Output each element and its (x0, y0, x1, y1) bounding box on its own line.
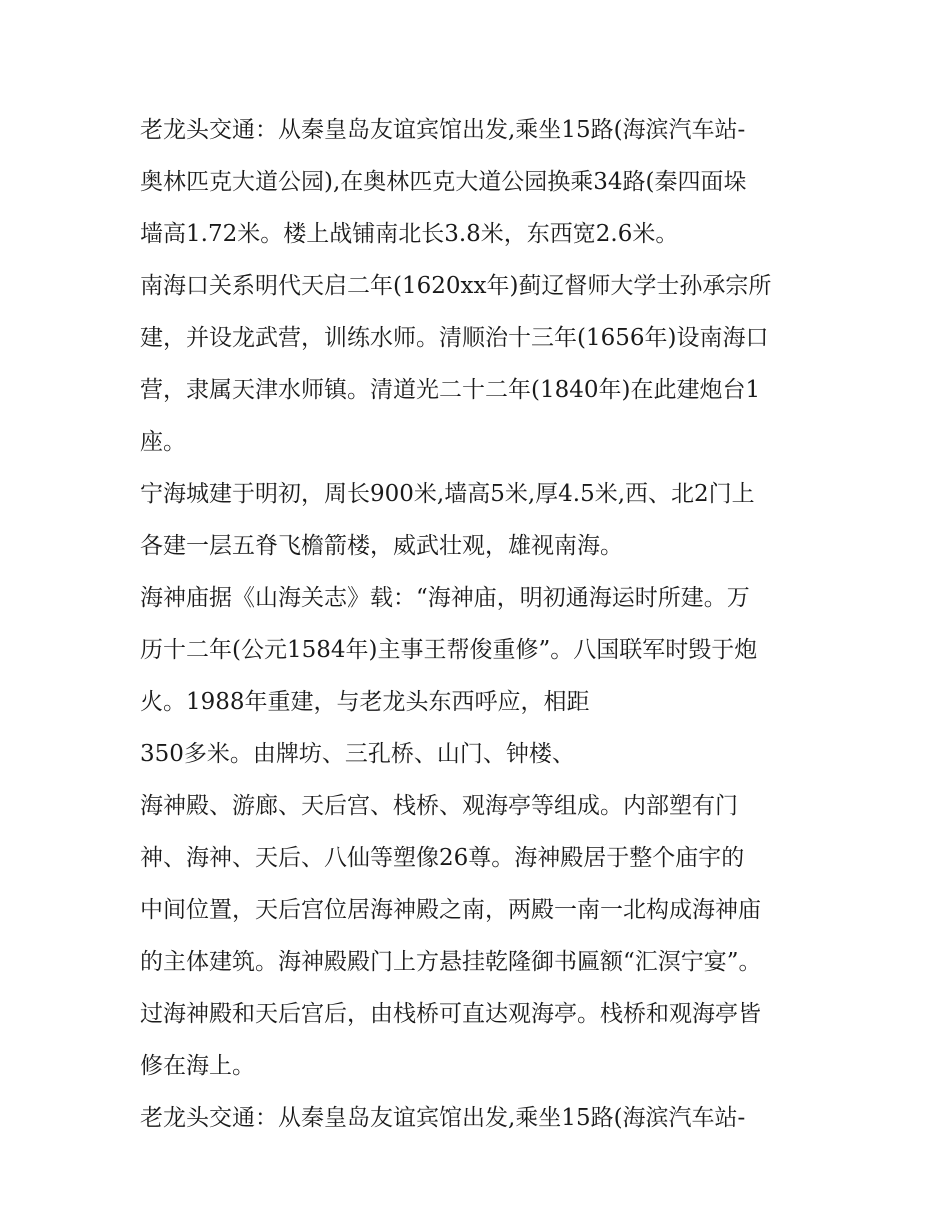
text-line: 海神庙据《山海关志》载：“海神庙，明初通海运时所建。万 (140, 585, 750, 611)
text-line: 宁海城建于明初，周长900米,墙高5米,厚4.5米,西、北2门上 (140, 481, 755, 507)
document-body (140, 104, 820, 1144)
text-line: 历十二年(公元1584年)主事王帮俊重修”。八国联军时毁于炮 (140, 637, 758, 663)
text-line: 各建一层五脊飞檐箭楼，威武壮观，雄视南海。 (140, 533, 623, 559)
text-line: 座。 (140, 429, 186, 455)
text-line: 神、海神、天后、八仙等塑像26尊。海神殿居于整个庙宇的 (140, 845, 745, 871)
text-line: 墙高1.72米。楼上战铺南北长3.8米，东西宽2.6米。 (140, 221, 679, 247)
text-line: 营，隶属天津水师镇。清道光二十二年(1840年)在此建炮台1 (140, 377, 761, 403)
text-line: 火。1988年重建，与老龙头东西呼应，相距 (140, 689, 590, 715)
text-line: 的主体建筑。海神殿殿门上方悬挂乾隆御书匾额“汇溟宁宴”。 (140, 949, 762, 975)
text-line: 老龙头交通：从秦皇岛友谊宾馆出发,乘坐15路(海滨汽车站- (140, 1105, 746, 1131)
text-line: 过海神殿和天后宫后，由栈桥可直达观海亭。栈桥和观海亭皆 (140, 1001, 761, 1027)
text-line: 修在海上。 (140, 1053, 255, 1079)
text-line: 老龙头交通：从秦皇岛友谊宾馆出发,乘坐15路(海滨汽车站- (140, 117, 746, 143)
text-line: 奥林匹克大道公园),在奥林匹克大道公园换乘34路(秦四面垛 (140, 169, 747, 195)
text-line: 350多米。由牌坊、三孔桥、山门、钟楼、 (140, 741, 575, 767)
text-line: 南海口关系明代天启二年(1620xx年)蓟辽督师大学士孙承宗所 (140, 273, 772, 299)
text-line: 建，并设龙武营，训练水师。清顺治十三年(1656年)设南海口 (140, 325, 769, 351)
text-line: 中间位置，天后宫位居海神殿之南，两殿一南一北构成海神庙 (140, 897, 761, 923)
text-line: 海神殿、游廊、天后宫、栈桥、观海亭等组成。内部塑有门 (140, 793, 738, 819)
